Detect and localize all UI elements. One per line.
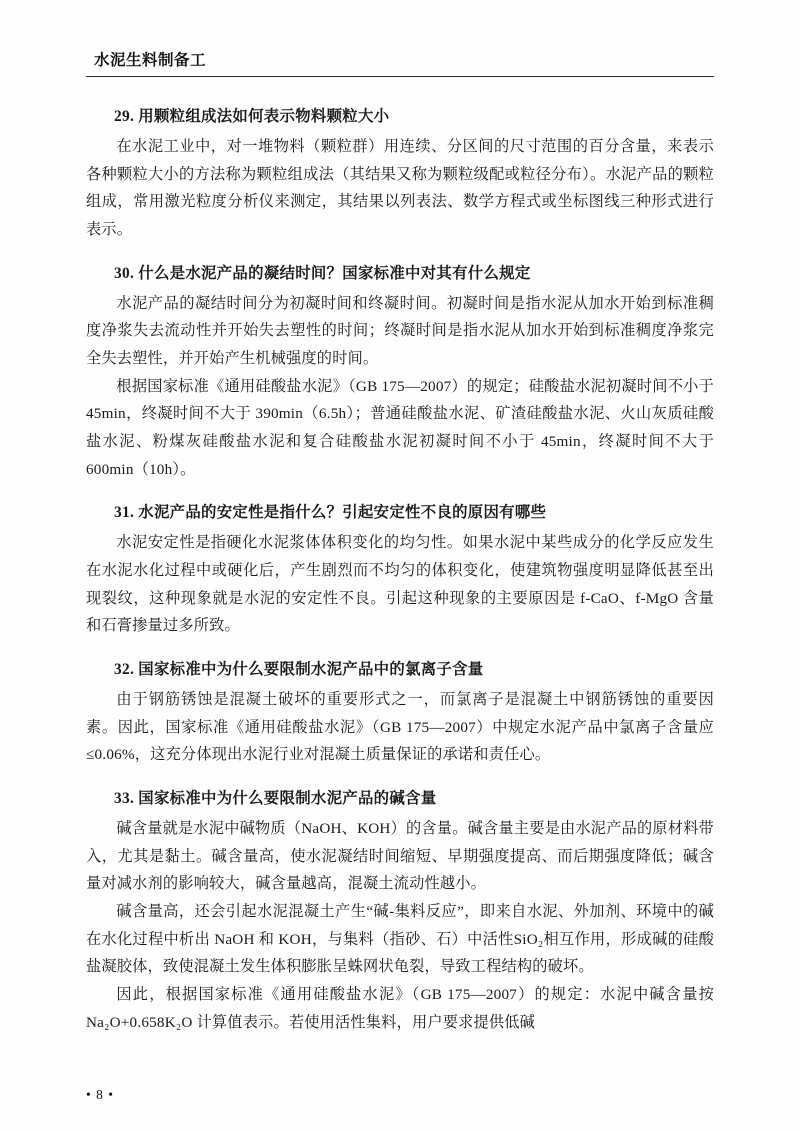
section-heading: 32. 国家标准中为什么要限制水泥产品中的氯离子含量 [114,660,484,678]
page-content [86,103,714,1036]
section-heading: 29. 用颗粒组成法如何表示物料颗粒大小 [114,108,390,125]
paragraph: 水泥产品的凝结时间分为初凝时间和终凝时间。初凝时间是指水泥从加水开始到标准稠度净浆失去流动性并开始失去塑性的时间；终凝时间是指水泥从加水开始到标准稠度净浆完全失去塑性，并开始产生机械强度的时间。 [86,294,714,367]
paragraph: 在水泥工业中，对一堆物料（颗粒群）用连续、分区间的尺寸范围的百分含量，来表示各种颗粒大小的方法称为颗粒组成法（其结果又称为颗粒级配或粒径分布）。水泥产品的颗粒组成，常用激光粒度分析仪来测定，其结果以列表法、数学方程式或坐标图线三种形式进行表示。 [86,138,714,238]
paragraph: 由于钢筋锈蚀是混凝土破坏的重要形式之一，而氯离子是混凝土中钢筋锈蚀的重要因素。因此，国家标准《通用硅酸盐水泥》（GB 175—2007）中规定水泥产品中氯离子含量应≤0.06%，这充分体现出水泥行业对混凝土质量保证的承诺和责任心。 [86,690,714,764]
paragraph: 碱含量就是水泥中碱物质（NaOH、KOH）的含量。碱含量主要是由水泥产品的原材料带入，尤其是黏土。碱含量高，使水泥凝结时间缩短、早期强度提高、而后期强度降低；碱含量对减水剂的影响较大，碱含量越高，混凝土流动性越小。 [86,819,714,893]
paragraph: 根据国家标准《通用硅酸盐水泥》（GB 175—2007）的规定；硅酸盐水泥初凝时间不小于 45min，终凝时间不大于 390min（6.5h）；普通硅酸盐水泥、矿渣硅酸盐水泥、火山灰质硅酸盐水泥、粉煤灰硅酸盐水泥和复合硅酸盐水泥初凝时间不小于 45min，终凝时间不大于 600min（10h）。 [86,377,714,478]
paragraph: 碱含量高，还会引起水泥混凝土产生“碱-集料反应”，即来自水泥、外加剂、环境中的碱在水化过程中析出 NaOH 和 KOH，与集料（指砂、石）中活性SiO₂相互作用，形成碱的硅酸盐凝胶体，致使混凝土发生体积膨胀呈蛛网状龟裂，导致工程结构的破坏。 [86,902,714,976]
header-divider [86,76,714,77]
page-number: • 8 • [86,1087,114,1102]
section-heading: 30. 什么是水泥产品的凝结时间？国家标准中对其有什么规定 [114,264,531,282]
running-header: 水泥生料制备工 [94,52,207,69]
section-heading: 33. 国家标准中为什么要限制水泥产品的碱含量 [114,789,437,807]
section-heading: 31. 水泥产品的安定性是指什么？引起安定性不良的原因有哪些 [114,504,547,522]
paragraph: 水泥安定性是指硬化水泥浆体体积变化的均匀性。如果水泥中某些成分的化学反应发生在水泥水化过程中或硬化后，产生剧烈而不均匀的体积变化，使建筑物强度明显降低甚至出现裂纹，这种现象就是水泥的安定性不良。引起这种现象的主要原因是 f-CaO、f-MgO 含量和石膏掺量过多所致。 [86,534,714,635]
paragraph: 因此，根据国家标准《通用硅酸盐水泥》（GB 175—2007）的规定：水泥中碱含量按 Na₂O+0.658K₂O 计算值表示。若使用活性集料，用户要求提供低碱 [86,985,714,1031]
